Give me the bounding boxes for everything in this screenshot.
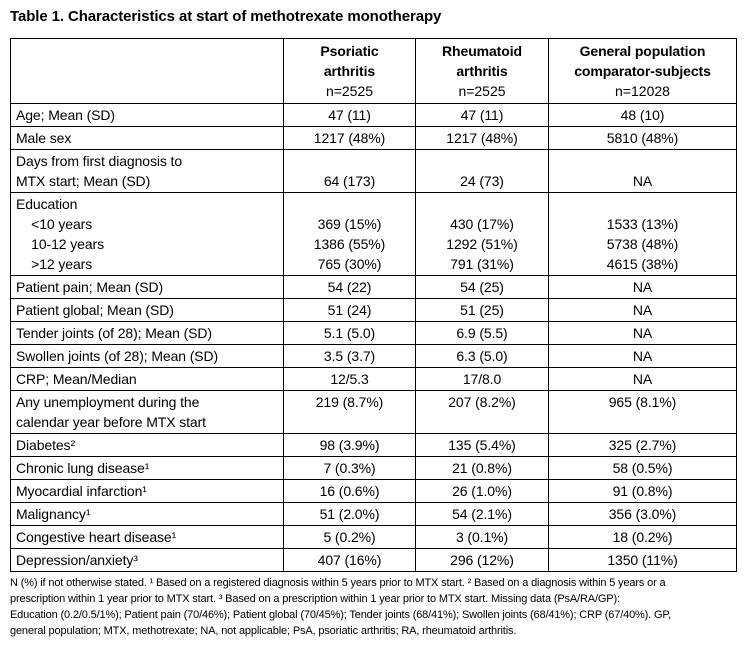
data-cell: 5 (0.2%) (284, 526, 416, 549)
footnote-line: prescription within 1 year prior to MTX start. ³ Based on a prescription within 1 year prior to MTX start. Missing data (PsA/RA/GP): (10, 593, 620, 605)
col-header-line: arthritis (456, 63, 508, 79)
data-cell: 296 (12%) (416, 549, 549, 572)
table-row (11, 299, 737, 322)
row-label-line: Education (16, 196, 78, 212)
data-cell: NA (549, 322, 737, 345)
characteristics-table (10, 38, 737, 572)
col-header-n: n=12028 (615, 83, 670, 99)
table-title: Table 1. Characteristics at start of methotrexate monotherapy (10, 8, 442, 25)
data-cell: 219 (8.7%) (284, 391, 416, 434)
row-label-line: MTX start; Mean (SD) (16, 173, 151, 189)
data-cell: 16 (0.6%) (284, 480, 416, 503)
data-cell: 48 (10) (549, 104, 737, 127)
footnote-line: general population; MTX, methotrexate; NA, not applicable; PsA, psoriatic arthritis; RA, rheumatoid arthritis. (10, 625, 517, 637)
data-cell: 47 (11) (284, 104, 416, 127)
col-header-line: comparator-subjects (574, 63, 711, 79)
data-cell-line: 4615 (38%) (606, 256, 679, 272)
data-cell: 17/8.0 (416, 368, 549, 391)
data-cell-line: 5738 (48%) (606, 236, 679, 252)
data-cell: NA (549, 299, 737, 322)
data-cell: 325 (2.7%) (549, 434, 737, 457)
header-row (11, 39, 737, 104)
col-header-n: n=2525 (458, 83, 506, 99)
data-cell: 1217 (48%) (284, 127, 416, 150)
data-cell: 207 (8.2%) (416, 391, 549, 434)
header-psoriatic-arthritis (284, 39, 416, 104)
data-cell: 51 (25) (416, 299, 549, 322)
data-cell-line: 369 (15%) (317, 216, 382, 232)
data-cell: 58 (0.5%) (549, 457, 737, 480)
data-cell: 407 (16%) (284, 549, 416, 572)
row-label-cell (11, 322, 284, 345)
row-label-line: Myocardial infarction¹ (16, 483, 147, 499)
data-cell-line: 430 (17%) (450, 216, 514, 232)
header-general-population (549, 39, 737, 104)
row-label-cell (11, 526, 284, 549)
data-cell (416, 193, 549, 276)
data-cell: 26 (1.0%) (416, 480, 549, 503)
table-row (11, 503, 737, 526)
data-cell: 54 (22) (284, 276, 416, 299)
data-cell: 7 (0.3%) (284, 457, 416, 480)
footnote-line: Education (0.2/0.5/1%); Patient pain (70/46%); Patient global (70/45%); Tender joints (68/41%); Swollen joints (68/41%); CRP (67/40%). GP, (10, 609, 672, 621)
data-cell: 18 (0.2%) (549, 526, 737, 549)
data-cell: 24 (73) (416, 150, 549, 193)
data-cell: 91 (0.8%) (549, 480, 737, 503)
row-label-line: <10 years (16, 216, 93, 232)
data-cell: 965 (8.1%) (549, 391, 737, 434)
data-cell-line: 765 (30%) (317, 256, 382, 272)
data-cell: 51 (2.0%) (284, 503, 416, 526)
table-row (11, 526, 737, 549)
table-row (11, 322, 737, 345)
table-row (11, 193, 737, 276)
row-label-line: Days from first diagnosis to (16, 153, 183, 169)
footnote-line: N (%) if not otherwise stated. ¹ Based on a registered diagnosis within 5 years prior to MTX start. ² Based on a diagnosis within 5 years or a (10, 577, 666, 589)
data-cell: NA (549, 368, 737, 391)
data-cell: 47 (11) (416, 104, 549, 127)
row-label-cell (11, 391, 284, 434)
row-label-cell (11, 503, 284, 526)
data-cell: 12/5.3 (284, 368, 416, 391)
row-label-line: 10-12 years (16, 236, 104, 252)
data-cell: NA (549, 345, 737, 368)
table-row (11, 391, 737, 434)
row-label-cell (11, 368, 284, 391)
row-label-cell (11, 480, 284, 503)
table-footnote (10, 575, 740, 639)
row-label-line: Malignancy¹ (16, 506, 91, 522)
table-row (11, 127, 737, 150)
table-row (11, 457, 737, 480)
data-cell-line: 791 (31%) (450, 256, 514, 272)
table-body (11, 104, 737, 572)
col-header-line: arthritis (323, 63, 376, 79)
data-cell: 98 (3.9%) (284, 434, 416, 457)
row-label-line: calendar year before MTX start (16, 414, 206, 430)
table-row (11, 434, 737, 457)
row-label-cell (11, 127, 284, 150)
data-cell: 1350 (11%) (549, 549, 737, 572)
col-header-line: Psoriatic (320, 43, 379, 59)
data-cell-line: 1292 (51%) (446, 236, 518, 252)
row-label-cell (11, 150, 284, 193)
row-label-line: Patient global; Mean (SD) (16, 302, 174, 318)
row-label-line: >12 years (16, 256, 93, 272)
data-cell-line: 1386 (55%) (313, 236, 386, 252)
row-label-cell (11, 434, 284, 457)
table-row (11, 549, 737, 572)
data-cell-line: 1533 (13%) (606, 216, 679, 232)
data-cell: 5810 (48%) (549, 127, 737, 150)
row-label-cell (11, 457, 284, 480)
table-row (11, 276, 737, 299)
data-cell: NA (549, 276, 737, 299)
col-header-n: n=2525 (325, 83, 374, 99)
row-label-line: Depression/anxiety³ (16, 552, 138, 568)
data-cell: 135 (5.4%) (416, 434, 549, 457)
data-cell: 54 (25) (416, 276, 549, 299)
row-label-line: CRP; Mean/Median (16, 371, 137, 387)
data-cell: 5.1 (5.0) (284, 322, 416, 345)
table-row (11, 368, 737, 391)
table-row (11, 345, 737, 368)
data-cell (284, 193, 416, 276)
table-row (11, 480, 737, 503)
row-label-cell (11, 193, 284, 276)
data-cell: 51 (24) (284, 299, 416, 322)
data-cell: 1217 (48%) (416, 127, 549, 150)
col-header-line: Rheumatoid (442, 43, 522, 59)
row-label-line: Chronic lung disease¹ (16, 460, 150, 476)
table-row (11, 150, 737, 193)
row-label-cell (11, 299, 284, 322)
row-label-line: Diabetes² (16, 437, 76, 453)
row-label-cell (11, 104, 284, 127)
header-empty-cell (11, 39, 284, 104)
data-cell: 3 (0.1%) (416, 526, 549, 549)
data-cell: 356 (3.0%) (549, 503, 737, 526)
data-cell: 54 (2.1%) (416, 503, 549, 526)
row-label-line: Congestive heart disease¹ (16, 529, 177, 545)
row-label-cell (11, 276, 284, 299)
row-label-cell (11, 345, 284, 368)
data-cell: 3.5 (3.7) (284, 345, 416, 368)
row-label-line: Male sex (16, 130, 72, 146)
row-label-line: Any unemployment during the (16, 394, 200, 410)
data-cell: 6.3 (5.0) (416, 345, 549, 368)
data-cell: 21 (0.8%) (416, 457, 549, 480)
data-cell: 64 (173) (284, 150, 416, 193)
row-label-cell (11, 549, 284, 572)
data-cell: NA (549, 150, 737, 193)
row-label-line: Patient pain; Mean (SD) (16, 279, 164, 295)
data-cell: 6.9 (5.5) (416, 322, 549, 345)
col-header-line: General population (579, 43, 706, 59)
row-label-line: Tender joints (of 28); Mean (SD) (16, 325, 212, 341)
row-label-line: Swollen joints (of 28); Mean (SD) (16, 348, 219, 364)
table-row (11, 104, 737, 127)
data-cell (549, 193, 737, 276)
header-rheumatoid-arthritis (416, 39, 549, 104)
row-label-line: Age; Mean (SD) (16, 107, 115, 123)
